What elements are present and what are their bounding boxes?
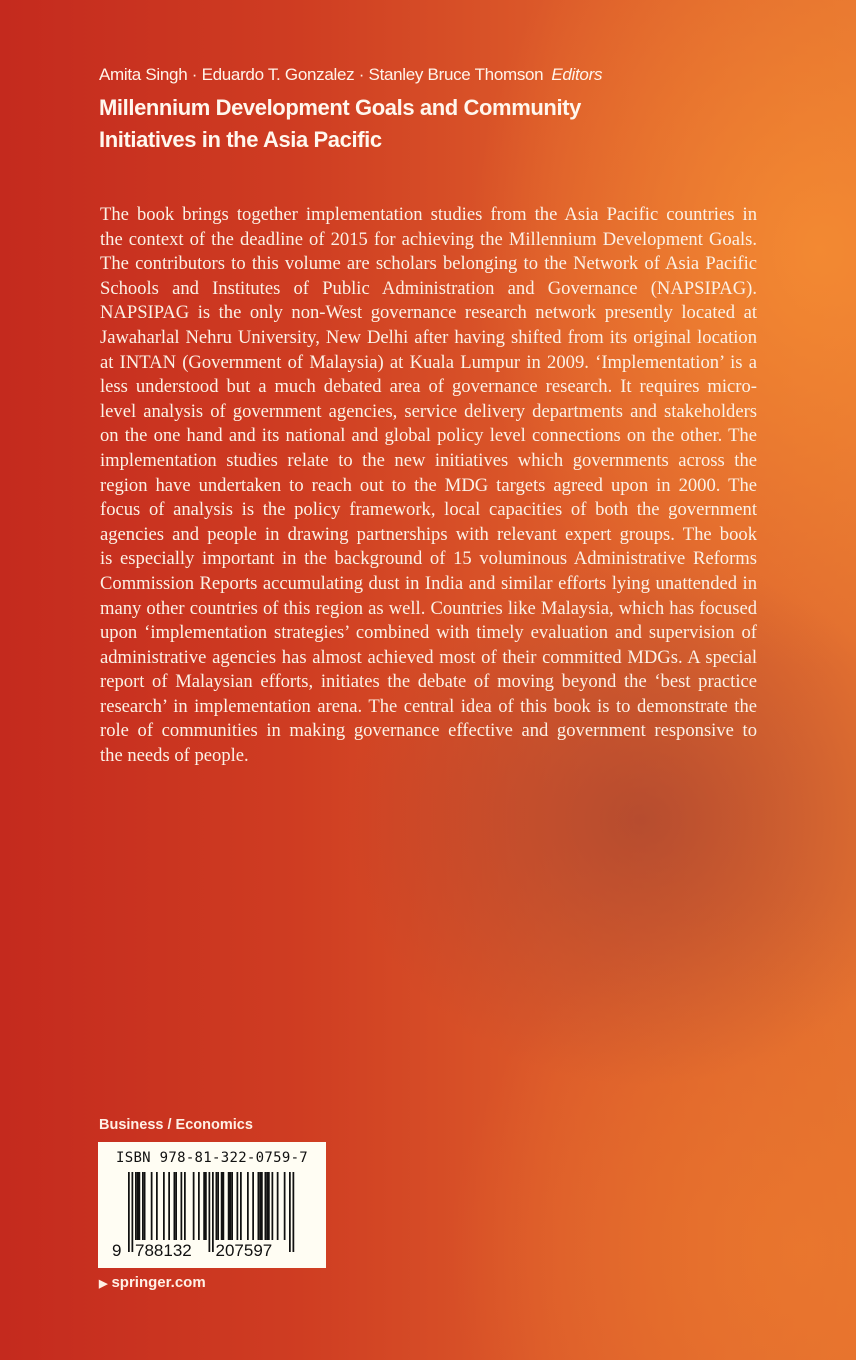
play-arrow-icon: ▶ [99, 1278, 108, 1290]
barcode-bar [231, 1172, 233, 1240]
description-line: research’ in implementation arena. The central idea of this book is to demonstrate the [100, 695, 757, 717]
title-line-1: Millennium Development Goals and Community [99, 95, 581, 120]
description-line: Schools and Institutes of Public Administration and Governance (NAPSIPAG). [100, 277, 757, 299]
barcode-bar [128, 1172, 130, 1252]
description-line: administrative agencies has almost achieved most of their committed MDGs. A special [100, 646, 757, 668]
barcode-bar [142, 1172, 144, 1240]
description-line: agencies and people in drawing partnerships with relevant expert groups. The book [100, 523, 757, 545]
barcode-bars [106, 1170, 318, 1262]
barcode-bar [135, 1172, 137, 1240]
description-line: NAPSIPAG is the only non-West governance research network presently located at [100, 302, 757, 324]
barcode-bar [203, 1172, 205, 1240]
barcode-bar [198, 1172, 200, 1240]
barcode-bar [193, 1172, 195, 1240]
barcode-bar [137, 1172, 139, 1240]
editors-role: Editors [551, 65, 603, 84]
description-line: The contributors to this volume are scholars belonging to the Network of Asia Pacific [100, 253, 757, 275]
barcode-bar [252, 1172, 254, 1240]
description-line: the needs of people. [100, 745, 249, 767]
barcode-bar [163, 1172, 165, 1240]
barcode-bar [216, 1172, 218, 1240]
barcode-bar [240, 1172, 242, 1240]
title-line-2: Initiatives in the Asia Pacific [99, 127, 382, 152]
barcode-bar [132, 1172, 134, 1252]
editors-line [99, 65, 602, 85]
barcode-bar [230, 1172, 232, 1240]
description-line: on the one hand and its national and global policy level connections on the other. The [100, 425, 757, 447]
description-line: report of Malaysian efforts, initiates the debate of moving beyond the ‘best practice [100, 671, 757, 693]
barcode-bar [221, 1172, 223, 1240]
barcode-bar [144, 1172, 146, 1240]
barcode-digits: 788132 [135, 1241, 192, 1260]
barcode-bar [259, 1172, 261, 1240]
description-line: Jawaharlal Nehru University, New Delhi after having shifted from its original location [100, 326, 757, 348]
barcode-bar [209, 1172, 211, 1252]
barcode-bar [223, 1172, 225, 1240]
publisher-link-text: springer.com [111, 1274, 206, 1291]
description-line: level analysis of government agencies, service delivery departments and stakeholders [100, 400, 757, 422]
barcode-bar [156, 1172, 158, 1240]
barcode-bar [258, 1172, 260, 1240]
book-title [99, 92, 581, 156]
barcode-bar [265, 1172, 267, 1240]
barcode-bar [277, 1172, 279, 1240]
description-line: implementation studies relate to the new initiatives which governments across the [100, 449, 757, 471]
barcode-bar [205, 1172, 207, 1240]
barcode-bar [268, 1172, 270, 1240]
publisher-link[interactable] [99, 1274, 206, 1291]
barcode-bar [175, 1172, 177, 1240]
description-line: role of communities in making governance effective and government responsive to [100, 720, 757, 742]
barcode-bar [174, 1172, 176, 1240]
barcode-digits: 9 [112, 1241, 122, 1260]
description-line: region have undertaken to reach out to the MDG targets agreed upon in 2000. The [100, 474, 757, 496]
book-description [100, 203, 757, 769]
barcode-bar [272, 1172, 274, 1240]
barcode-bar [139, 1172, 141, 1240]
barcode-bar [293, 1172, 295, 1252]
subject-category: Business / Economics [99, 1117, 253, 1133]
barcode-bar [237, 1172, 239, 1240]
description-line: upon ‘implementation strategies’ combined with timely evaluation and supervision of [100, 622, 757, 644]
description-line: less understood but a much debated area of governance research. It requires micro- [100, 376, 757, 398]
barcode-bar [284, 1172, 286, 1240]
barcode-bar [228, 1172, 230, 1240]
description-line: at INTAN (Government of Malaysia) at Kuala Lumpur in 2009. ‘Implementation’ is a [100, 351, 757, 373]
description-line: The book brings together implementation studies from the Asia Pacific countries in [100, 204, 757, 225]
barcode-bar [261, 1172, 263, 1240]
isbn-barcode [98, 1142, 326, 1268]
barcode-bar [266, 1172, 268, 1240]
editor-names: Amita Singh · Eduardo T. Gonzalez · Stanley Bruce Thomson [99, 65, 544, 84]
isbn-label: ISBN 978-81-322-0759-7 [116, 1150, 309, 1166]
description-line: focus of analysis is the policy framework, local capacities of both the government [100, 499, 757, 521]
barcode-bar [151, 1172, 153, 1240]
description-line: the context of the deadline of 2015 for achieving the Millennium Development Goals. [100, 228, 757, 250]
barcode-bar [212, 1172, 214, 1252]
barcode-bar [168, 1172, 170, 1240]
description-line: many other countries of this region as well. Countries like Malaysia, which has focused [100, 597, 757, 619]
barcode-digits: 207597 [215, 1241, 273, 1260]
barcode-bar [217, 1172, 219, 1240]
description-line: Commission Reports accumulating dust in India and similar efforts lying unattended in [100, 572, 757, 594]
barcode-bar [289, 1172, 291, 1252]
barcode-bar [184, 1172, 186, 1240]
description-line: is especially important in the background of 15 voluminous Administrative Reforms [100, 548, 757, 570]
barcode-bar [181, 1172, 183, 1240]
barcode-bar [247, 1172, 249, 1240]
